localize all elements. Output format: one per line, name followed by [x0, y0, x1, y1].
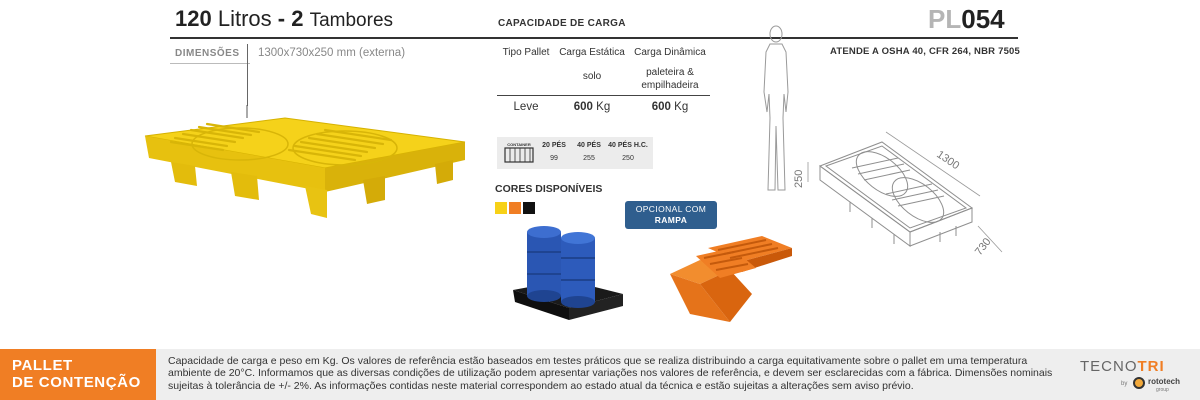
title-drum-count: 2 — [291, 6, 304, 31]
orange-ramp-image — [660, 222, 805, 334]
container-header-20: 20 PÉS — [542, 142, 566, 149]
table-cell-static-load — [557, 101, 627, 113]
dimensions-separator — [247, 44, 248, 106]
table-header-pallet-type: Tipo Pallet — [502, 47, 550, 58]
static-load-condition: solo — [582, 71, 602, 82]
title-drum-type: Tambores — [309, 10, 394, 31]
table-divider — [497, 95, 710, 96]
dimensions-value: 1300x730x250 mm (externa) — [258, 47, 406, 59]
drawing-length-label: 1300 — [934, 148, 962, 173]
title-dash: - — [277, 6, 286, 31]
footer-category-title — [12, 357, 141, 391]
title-capacity-number: 120 — [175, 6, 212, 31]
static-load-unit: Kg — [596, 101, 611, 113]
drums-on-pallet-image — [505, 222, 630, 327]
color-swatch-yellow — [495, 202, 507, 214]
table-cell-dynamic-load — [630, 101, 710, 113]
drawing-height-label: 250 — [793, 169, 805, 188]
container-value-40: 255 — [583, 155, 595, 162]
shipping-container-icon — [502, 140, 536, 166]
color-swatch-orange — [509, 202, 521, 214]
brand-name-b: TRI — [1137, 358, 1165, 375]
container-header-40: 40 PÉS — [577, 142, 601, 149]
product-code-number: 054 — [961, 4, 1005, 34]
title-capacity-unit: Litros — [217, 6, 272, 31]
rototech-logo-icon — [1133, 377, 1145, 389]
product-title — [175, 6, 393, 32]
dynamic-condition-line1: paleteira & — [646, 67, 694, 78]
optional-ramp-line1: OPCIONAL COM — [635, 204, 707, 214]
rototech-logo-text: rototech — [1148, 377, 1180, 386]
brand-name-a: TECNO — [1080, 358, 1138, 375]
table-cell-pallet-type: Leve — [513, 101, 539, 113]
optional-ramp-line2: RAMPA — [654, 215, 688, 225]
available-colors-label: CORES DISPONÍVEIS — [495, 183, 603, 195]
static-load-value: 600 — [573, 101, 593, 113]
container-icon-label: CONTAINER — [507, 142, 531, 147]
dimensions-underline — [170, 63, 250, 64]
drawing-width-label: 730 — [972, 235, 994, 258]
dynamic-condition-line2: empilhadeira — [641, 80, 699, 91]
capacity-heading: CAPACIDADE DE CARGA — [498, 18, 626, 29]
compliance-note: ATENDE A OSHA 40, CFR 264, NBR 7505 — [830, 46, 1021, 57]
dynamic-load-value: 600 — [651, 101, 671, 113]
brand-by: by — [1121, 381, 1128, 387]
rototech-group-text: group — [1156, 387, 1169, 393]
yellow-pallet-image — [135, 100, 475, 240]
dynamic-load-unit: Kg — [674, 101, 689, 113]
container-value-40hc: 250 — [622, 155, 634, 162]
footer-disclaimer: Capacidade de carga e peso em Kg. Os valores de referência estão baseados em testes práticos que se realiza distribuindo a carga equitativamente sobre o pallet em uma temperatura ambiente de 20°C. Informamos que as diversas condições de utilização podem apresentar variações nos valores de referência, e devem ser esclarecidas com a fábrica. Dimensões nominais sujeitas à tolerância de +/- 2%. As informações contidas neste material correspondem ao estado atual da técnica e estão sujeitas a alterações sem aviso prévio. — [168, 355, 1053, 392]
footer-title-line1: PALLET — [12, 357, 73, 374]
table-header-static-load: Carga Estática — [559, 47, 625, 58]
dynamic-load-condition — [630, 66, 710, 92]
technical-drawing — [790, 128, 1015, 263]
footer-title-line2: DE CONTENÇÃO — [12, 374, 141, 391]
container-header-40hc: 40 PÉS H.C. — [608, 142, 648, 149]
dimensions-label: DIMENSÕES — [175, 48, 240, 59]
tecnotri-logo — [1080, 358, 1165, 375]
table-header-dynamic-load: Carga Dinâmica — [634, 47, 706, 58]
product-code — [928, 4, 1005, 35]
product-code-prefix: PL — [928, 4, 962, 34]
header-divider — [170, 37, 1018, 39]
container-value-20: 99 — [550, 155, 558, 162]
color-swatch-black — [523, 202, 535, 214]
